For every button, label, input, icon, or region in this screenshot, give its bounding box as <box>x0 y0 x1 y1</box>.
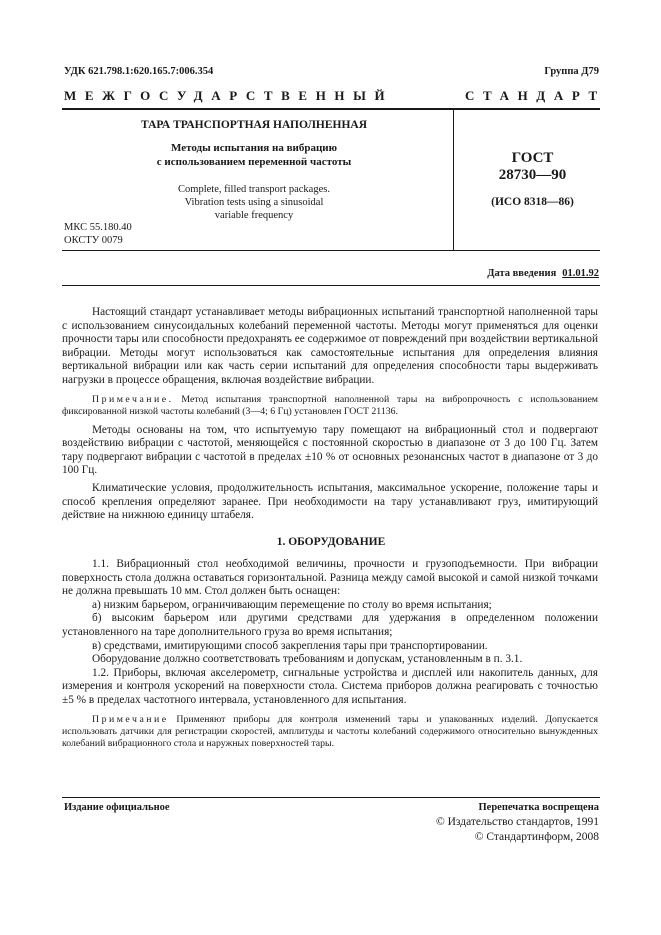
section-1-body <box>62 558 598 750</box>
note-1 <box>62 394 598 418</box>
intro-paragraph-3: Климатические условия, продолжительность испытания, максимальное ускорение, положение тары и способ крепления определяют заранее. При необходимости на тару устанавливают груз, имитирующий действие на нижнюю единицу штабеля. <box>62 481 598 522</box>
intro-paragraph-1: Настоящий стандарт устанавливает методы вибрационных испытаний транспортной наполненной тары с использованием синусоидальных колебаний переменной частоты. Методы могут применяться для оценки прочности тары или способности предохранять ее содержимое от повреждений при воздействии вертикальной вибрации. Методы могут использоваться как самостоятельные испытания для определения влияния вертикальной вибрации или как часть серии испытаний для определения способности тары выдерживать нагрузки в процессе обращения, включая воздействие вибрации. <box>62 306 598 386</box>
clause-1-1-a: а) низким барьером, ограничивающим перемещение по столу во время испытания; <box>92 598 492 611</box>
note-1-label: Примечание. <box>92 393 174 405</box>
copyright-block <box>436 815 599 844</box>
standard-label: СТАНДАРТ <box>465 88 606 103</box>
copyright-2: © Стандартинформ, 2008 <box>474 830 599 843</box>
note-2 <box>62 714 598 750</box>
gost-code: 28730—90 <box>498 167 567 183</box>
introduction-date <box>487 268 599 279</box>
footer-rule <box>62 797 600 798</box>
clause-1-1-c: в) средствами, имитирующими способ закрепления тары при транспортировании. <box>92 639 488 652</box>
group-code: Группа Д79 <box>544 66 599 77</box>
okstu-code: ОКСТУ 0079 <box>64 235 123 246</box>
mks-code: МКС 55.180.40 <box>64 222 132 233</box>
edition-label: Издание официальное <box>64 802 170 813</box>
note-1-text: Метод испытания транспортной наполненной тары на вибропрочность с использованием фиксированной низкой частоты колебаний (3—4; 6 Гц) установлен ГОСТ 21136. <box>62 393 598 417</box>
intro-paragraph-2: Методы основаны на том, что испытуемую тару помещают на вибрационный стол и подвергают воздействию вибрации с частотой, меняющейся с постоянной скоростью в диапазоне от 3 до 100 Гц. Затем тару подвергают вибрации с частотой в пределах ±10 % от основных резонансных частот в диапазоне от 3 до 100 Гц. <box>62 423 598 477</box>
gost-label: ГОСТ <box>511 150 554 166</box>
header-rule <box>62 108 600 110</box>
english-title-line-2: Vibration tests using a sinusoidal <box>184 197 324 208</box>
reprint-notice: Перепечатка воспрещена <box>478 802 599 813</box>
iso-reference: (ИСО 8318—86) <box>491 196 574 208</box>
title-rule <box>62 250 600 251</box>
document-title: ТАРА ТРАНСПОРТНАЯ НАПОЛНЕННАЯ <box>140 119 368 131</box>
classification-codes <box>64 221 132 247</box>
subtitle-line-1: Методы испытания на вибрацию <box>170 142 338 154</box>
introduction-date-label: Дата введения <box>487 268 557 279</box>
english-title <box>64 183 444 222</box>
note-2-label: Примечание <box>92 713 169 725</box>
subtitle-line-2: с использованием переменной частоты <box>156 156 352 168</box>
interstate-label: МЕЖГОСУДАРСТВЕННЫЙ <box>64 88 394 103</box>
clause-1-2: 1.2. Приборы, включая акселерометр, сигнальные устройства и дисплей или накопитель данных, для измерения и контроля ускорений на поверхности стола. Система приборов должна реагировать с точностью ±5 % в пределах частотного интервала, установленного для испытания. <box>62 666 598 706</box>
english-title-line-3: variable frequency <box>214 210 294 221</box>
copyright-1: © Издательство стандартов, 1991 <box>435 816 599 828</box>
note-2-text: Применяют приборы для контроля изменений тары и упакованных изделий. Допускается использовать датчики для регистрации скоростей, амплитуды и частоты колебаний содержимого относительно вынужденных колебаний вибрационного стола и наружных поверхностей тары. <box>62 713 598 749</box>
intro-section <box>62 306 598 523</box>
date-rule <box>62 285 600 286</box>
title-divider <box>453 108 454 250</box>
udk-code: УДК 621.798.1:620.165.7:006.354 <box>64 66 214 77</box>
clause-1-1-b: б) высоким барьером или другими средствами для удержания в определенном положении установленного на таре дополнительного груза во время испытания; <box>62 612 598 638</box>
clause-1-1-equipment: Оборудование должно соответствовать требованиям и допускам, установленным в п. 3.1. <box>92 653 523 666</box>
gost-number <box>470 150 595 184</box>
clause-1-1: 1.1. Вибрационный стол необходимой величины, прочности и грузоподъемности. При вибрации поверхность стола должна оставаться горизонтальной. Разница между самой высокой и самой низкой точками не должна превышать 10 мм. Стол должен быть оснащен: <box>62 558 598 598</box>
section-1-heading: 1. ОБОРУДОВАНИЕ <box>276 536 386 548</box>
introduction-date-value: 01.01.92 <box>562 268 599 279</box>
document-subtitle <box>64 141 444 169</box>
english-title-line-1: Complete, filled transport packages. <box>178 184 330 195</box>
